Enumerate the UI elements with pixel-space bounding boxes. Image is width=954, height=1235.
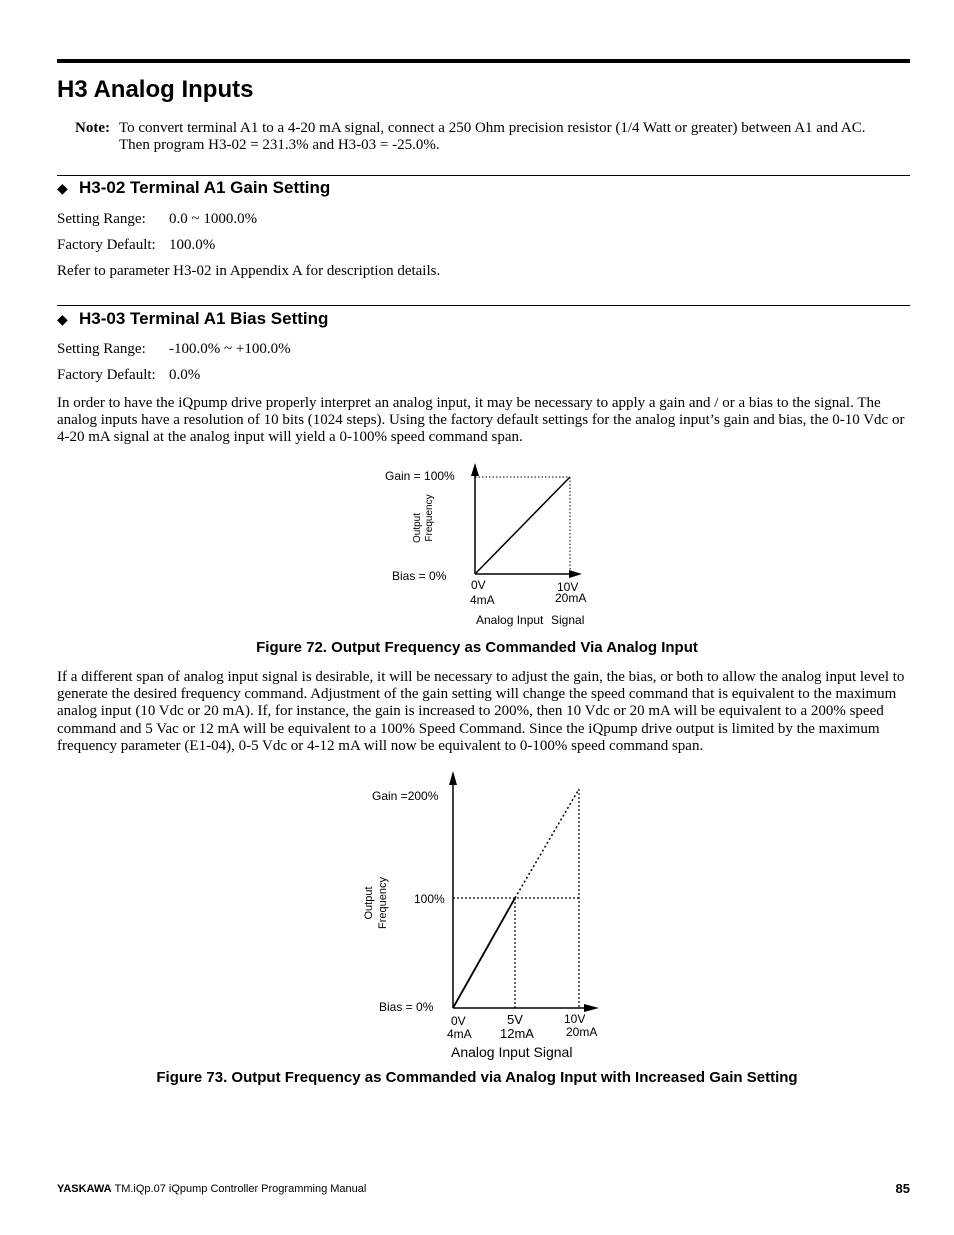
top-rule [57,59,910,63]
setting-range-value: 0.0 ~ 1000.0% [169,211,258,227]
reference-text: Refer to parameter H3-02 in Appendix A for description details. [57,263,441,279]
figure-73-diagram [0,762,954,1062]
y-label-line2: Frequency [424,494,435,542]
x-axis-label: Analog Input Signal [451,1044,573,1060]
heading-text: H3-02 Terminal A1 Gain Setting [79,178,331,197]
figure-73-caption: Figure 73. Output Frequency as Commanded via Analog Input with Increased Gain Setting [156,1069,798,1086]
xmid-volt-label: 5V [507,1012,523,1027]
factory-default-label: Factory Default: [57,237,156,253]
y-axis-arrow-icon [471,463,479,476]
hundred-percent-label: 100% [414,892,445,906]
x1-volt-label: 10V [557,580,579,594]
section-rule-h3-03 [57,305,910,306]
x-axis-arrow-icon [569,570,582,578]
y-axis-arrow-icon [449,771,457,785]
diamond-bullet-icon: ◆ [57,180,68,196]
setting-range-h3-03 [57,341,291,358]
gain-label: Gain = 100% [385,469,455,483]
x0-ma-label: 4mA [470,593,495,607]
paragraph-gain-bias-intro: In order to have the iQpump drive properly interpret an analog input, it may be necessary to apply a gain and / or a bias to the signal. The analog inputs have a resolution of 10 bits (1024 steps). Using the factory default settings for the analog input’s gain and bias, the 0-10 Vdc or 4-20 mA signal at the analog input will yield a 0-100% speed command span. [57,395,905,446]
factory-default-value: 100.0% [169,237,216,253]
figure-72-diagram [0,455,954,635]
note-text: To convert terminal A1 to a 4-20 mA signal, connect a 250 Ohm precision resistor (1/4 Watt or greater) between A1 and AC. Then program H3-02 = 231.3% and H3-03 = -25.0%. [119,120,866,153]
page-title: H3 Analog Inputs [57,76,254,103]
x-label-word1: Analog Input [476,613,544,627]
factory-default-label: Factory Default: [57,367,156,383]
x0-ma-label: 4mA [447,1027,472,1041]
setting-range-label: Setting Range: [57,211,146,227]
note [75,120,875,153]
figure-72-caption: Figure 72. Output Frequency as Commanded Via Analog Input [256,639,698,656]
section-heading-h3-02 [57,178,330,198]
response-line [475,477,570,574]
page-number: 85 [895,1181,910,1196]
section-heading-h3-03 [57,309,328,329]
x-axis-arrow-icon [584,1004,599,1012]
factory-default-h3-02 [57,237,215,254]
section-rule-h3-02 [57,175,910,176]
setting-range-h3-02 [57,211,257,228]
footer-manual-name: TM.iQp.07 iQpump Controller Programming Manual [114,1183,367,1195]
x1-ma-label: 20mA [566,1025,598,1039]
bias-label: Bias = 0% [379,1000,434,1014]
response-line-dotted [515,789,579,898]
x0-volt-label: 0V [471,578,486,592]
x-label-word2: Signal [551,613,585,627]
paragraph-increased-gain: If a different span of analog input signal is desirable, it will be necessary to adjust the gain, the bias, or both to allow the analog input level to generate the desired frequency command. Adjustment of the gain setting will change the speed command that is equivalent to the maximum analog input (10 Vdc or 20 mA). If, for instance, the gain is increased to 200%, then 10 Vdc or 20 mA will be equivalent to a 200% speed command and 5 Vac or 12 mA will be equivalent to a 100% Speed Command. Since the iQpump drive output is limited by the maximum frequency parameter (E1-04), 0-5 Vdc or 4-12 mA will now be equivalent to 0-100% speed command span. [57,669,905,754]
setting-range-label: Setting Range: [57,341,146,357]
x1-volt-label: 10V [564,1012,586,1026]
footer-manual-title [57,1183,366,1195]
gain-label: Gain =200% [372,789,439,803]
bias-label: Bias = 0% [392,569,447,583]
factory-default-h3-03 [57,367,200,384]
x1-ma-label: 20mA [555,591,587,605]
y-label-line2: Frequency [377,877,389,929]
diamond-bullet-icon: ◆ [57,311,68,327]
x0-volt-label: 0V [451,1014,466,1028]
footer-brand: YASKAWA [57,1183,112,1195]
heading-text: H3-03 Terminal A1 Bias Setting [79,309,329,328]
xmid-ma-label: 12mA [500,1026,534,1041]
factory-default-value: 0.0% [169,367,201,383]
note-label: Note: [75,120,110,136]
setting-range-value: -100.0% ~ +100.0% [169,341,291,357]
response-line-solid [453,898,515,1008]
y-label-line1: Output [412,512,423,544]
y-label-line1: Output [363,886,375,920]
